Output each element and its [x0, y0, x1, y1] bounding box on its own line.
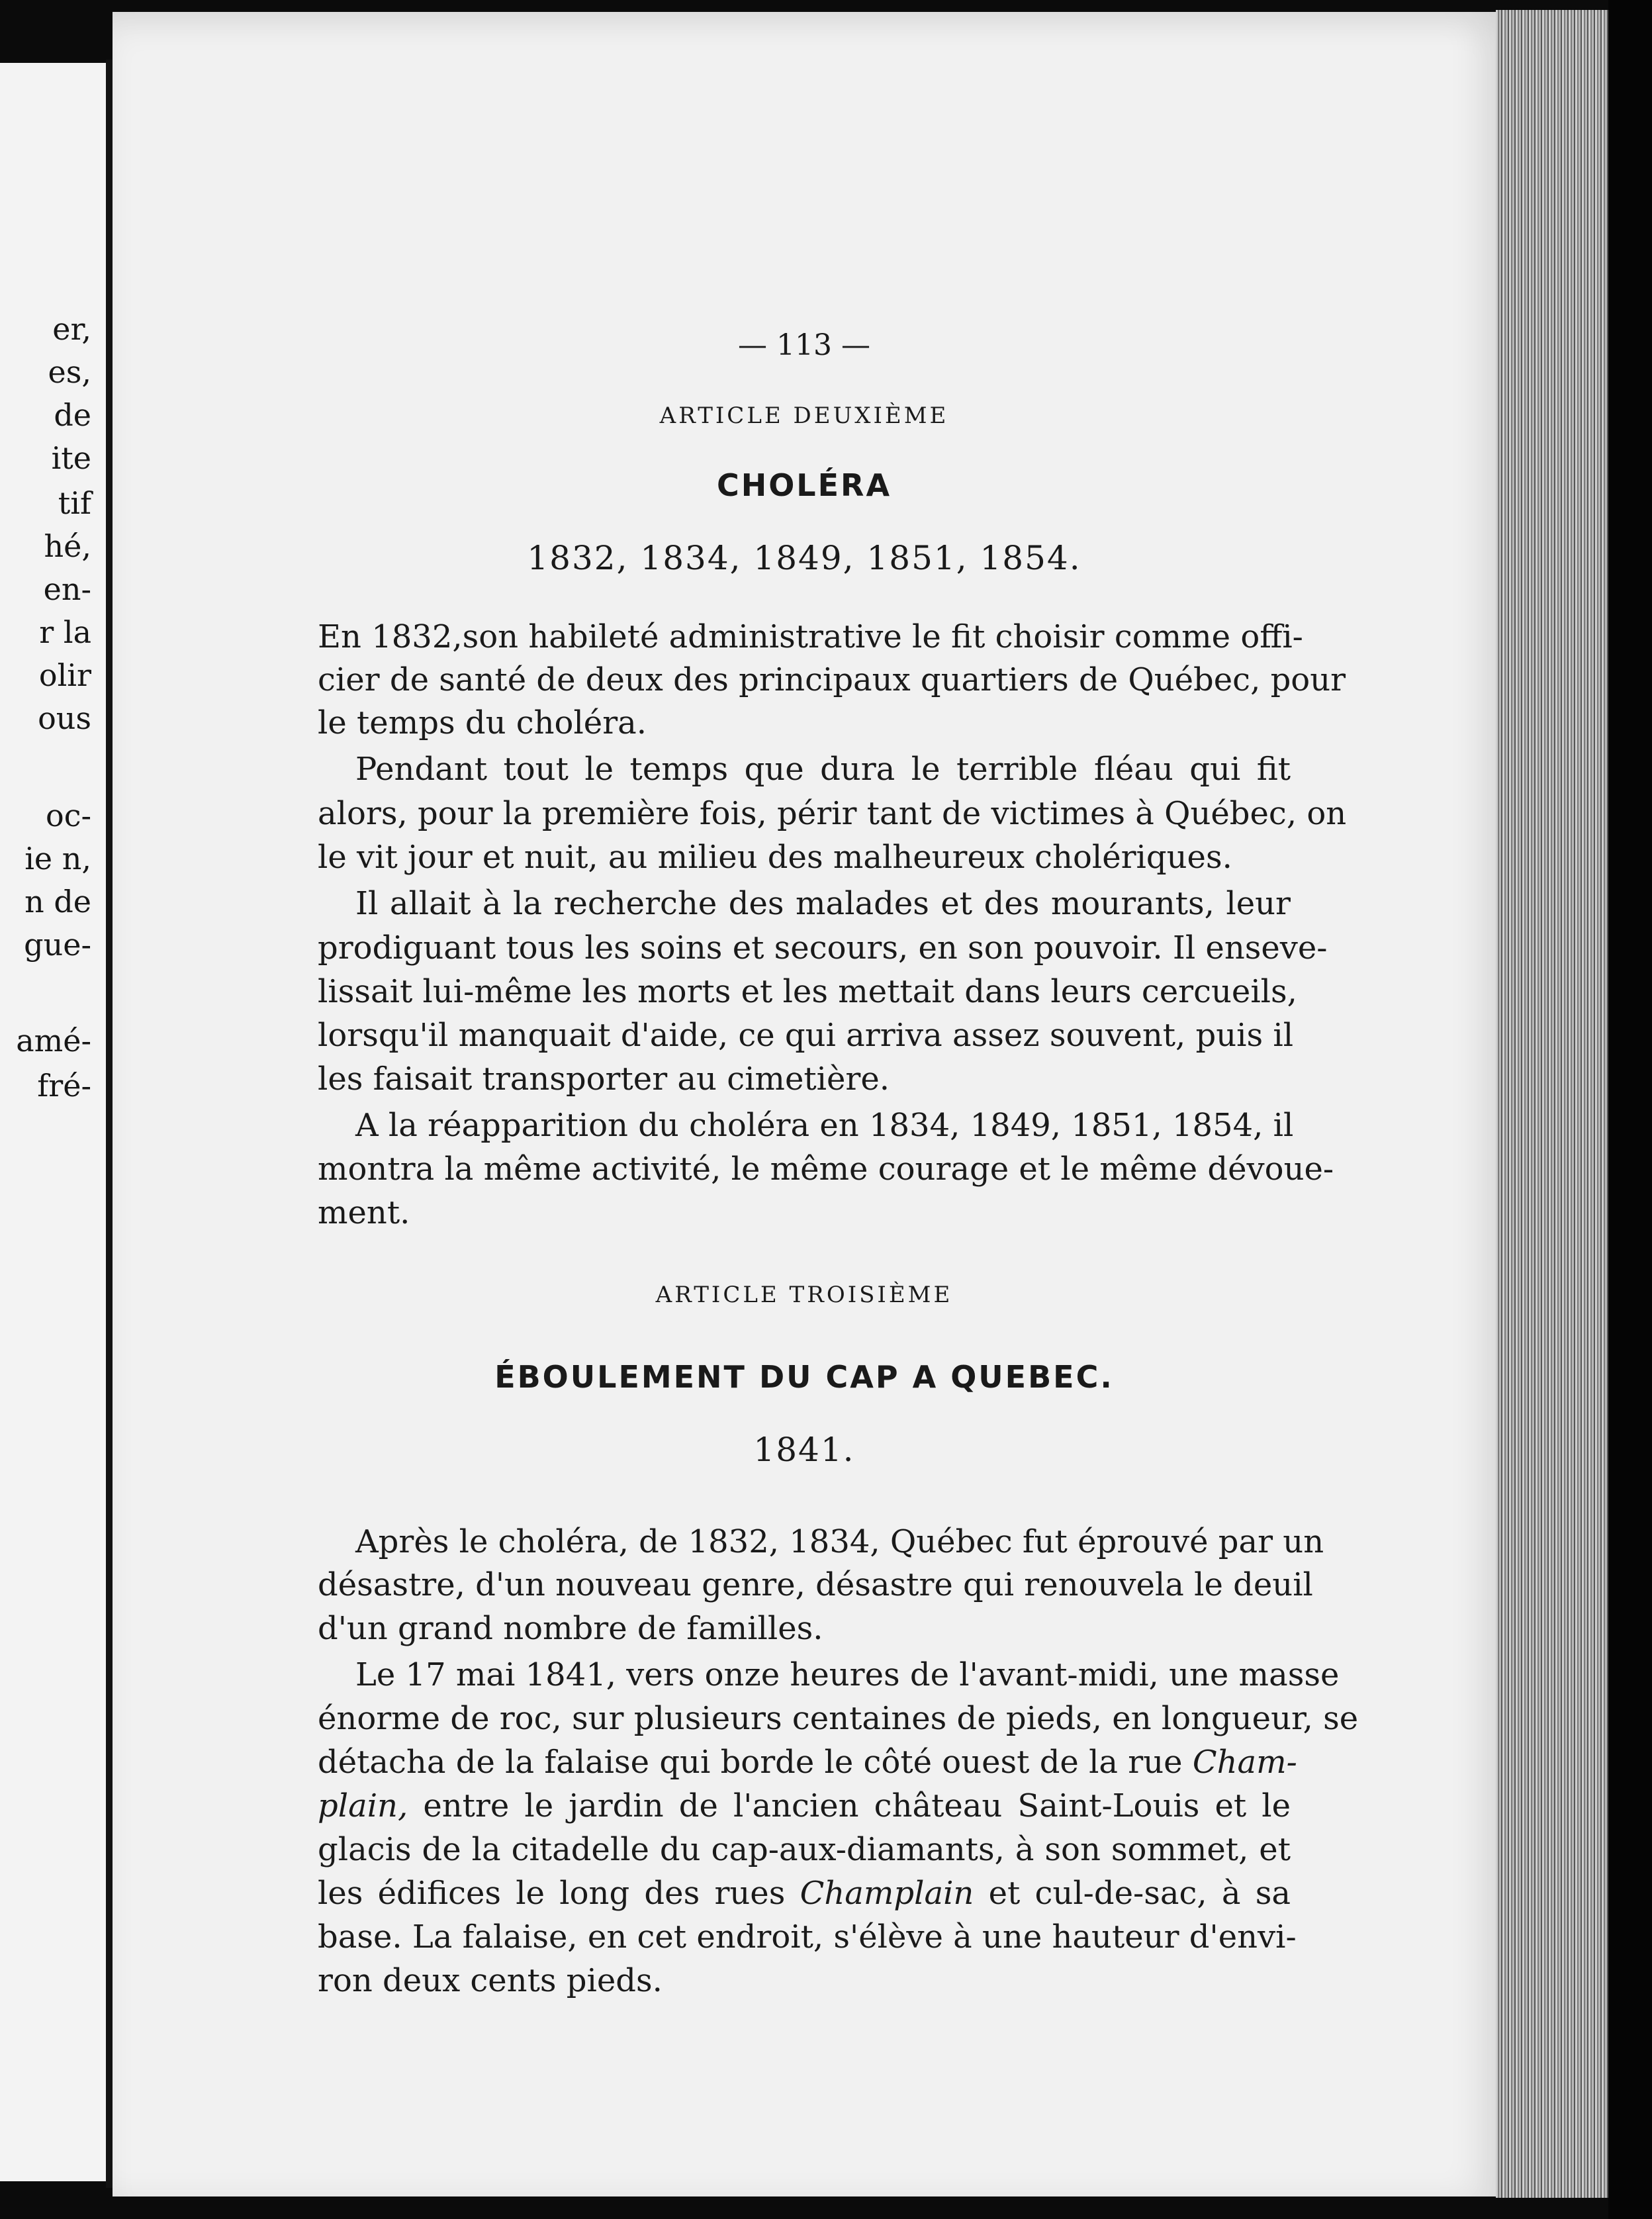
body-line: Pendant tout le temps que dura le terrible fléau qui fit	[355, 751, 1291, 788]
article-title: CHOLÉRA	[716, 467, 892, 503]
body-line: le vit jour et nuit, au milieu des malheureux cholériques.	[318, 839, 1232, 876]
article-label: ARTICLE DEUXIÈME	[659, 402, 949, 429]
body-line: alors, pour la première fois, périr tant de victimes à Québec, on	[318, 795, 1347, 832]
scan-border	[1608, 0, 1652, 2219]
fragment-text: oc-	[46, 798, 91, 833]
fragment-text: fré-	[37, 1068, 91, 1104]
body-line: prodiguant tous les soins et secours, en son pouvoir. Il enseve-	[318, 929, 1328, 967]
article-label: ARTICLE TROISIÈME	[655, 1282, 953, 1308]
street-name-italic: plain,	[318, 1787, 408, 1824]
body-line: A la réapparition du choléra en 1834, 1849, 1851, 1854, il	[355, 1107, 1294, 1144]
article-title: ÉBOULEMENT DU CAP A QUEBEC.	[494, 1359, 1114, 1395]
book-page	[113, 12, 1496, 2196]
street-name-italic: Champlain	[800, 1875, 974, 1912]
page-edges	[1496, 10, 1608, 2198]
body-line: glacis de la citadelle du cap-aux-diamants, à son sommet, et	[318, 1831, 1291, 1868]
body-line	[318, 1875, 1291, 1912]
body-line: d'un grand nombre de familles.	[318, 1610, 823, 1647]
fragment-text: gue-	[24, 927, 91, 963]
fragment-text: olir	[38, 657, 91, 693]
street-name-italic: Cham-	[1192, 1744, 1297, 1781]
fragment-text: de	[54, 397, 91, 433]
fragment-text: er,	[52, 311, 91, 347]
fragment-text: en-	[43, 571, 91, 607]
fragment-text: ous	[38, 700, 91, 736]
fragment-text: r la	[39, 614, 91, 650]
book-gutter	[106, 60, 113, 2188]
fragment-text: ite	[51, 440, 91, 476]
body-line: montra la même activité, le même courage et le même dévoue-	[318, 1151, 1334, 1188]
fragment-text: hé,	[44, 528, 91, 564]
body-line: lissait lui-même les morts et les mettait dans leurs cercueils,	[318, 973, 1297, 1010]
fragment-text: tif	[58, 485, 91, 521]
body-line: désastre, d'un nouveau genre, désastre qui renouvela le deuil	[318, 1566, 1313, 1603]
body-line: ment.	[318, 1194, 410, 1231]
page-number: — 113 —	[738, 328, 870, 362]
fragment-text: ie n,	[24, 841, 91, 876]
body-line: Il allait à la recherche des malades et des mourants, leur	[355, 885, 1291, 922]
body-line: base. La falaise, en cet endroit, s'élève à une hauteur d'envi-	[318, 1918, 1297, 1956]
fragment-text: es,	[48, 354, 91, 390]
article-years: 1832, 1834, 1849, 1851, 1854.	[527, 539, 1081, 577]
body-line: lorsqu'il manquait d'aide, ce qui arriva assez souvent, puis il	[318, 1017, 1294, 1054]
line-text: entre le jardin de l'ancien château Saint-Louis et le	[423, 1787, 1291, 1824]
body-line: le temps du choléra.	[318, 704, 647, 741]
line-text: et cul-de-sac, à sa	[988, 1875, 1291, 1912]
line-text: les édifices le long des rues	[318, 1875, 786, 1912]
body-line: cier de santé de deux des principaux quartiers de Québec, pour	[318, 661, 1346, 698]
line-text: détacha de la falaise qui borde le côté ouest de la rue	[318, 1744, 1183, 1781]
body-line: Après le choléra, de 1832, 1834, Québec fut éprouvé par un	[355, 1523, 1324, 1560]
body-line	[318, 1744, 1297, 1781]
fragment-text: amé-	[16, 1023, 91, 1059]
article-year: 1841.	[753, 1431, 855, 1469]
facing-page-fragment	[0, 63, 106, 2181]
body-line: les faisait transporter au cimetière.	[318, 1061, 890, 1098]
fragment-text: n de	[24, 884, 91, 920]
body-line: ron deux cents pieds.	[318, 1962, 663, 1999]
body-line: énorme de roc, sur plusieurs centaines de pieds, en longueur, se	[318, 1700, 1359, 1737]
body-line: Le 17 mai 1841, vers onze heures de l'avant-midi, une masse	[355, 1656, 1340, 1693]
body-line: En 1832,son habileté administrative le fit choisir comme offi-	[318, 618, 1303, 655]
body-line	[318, 1787, 1291, 1824]
